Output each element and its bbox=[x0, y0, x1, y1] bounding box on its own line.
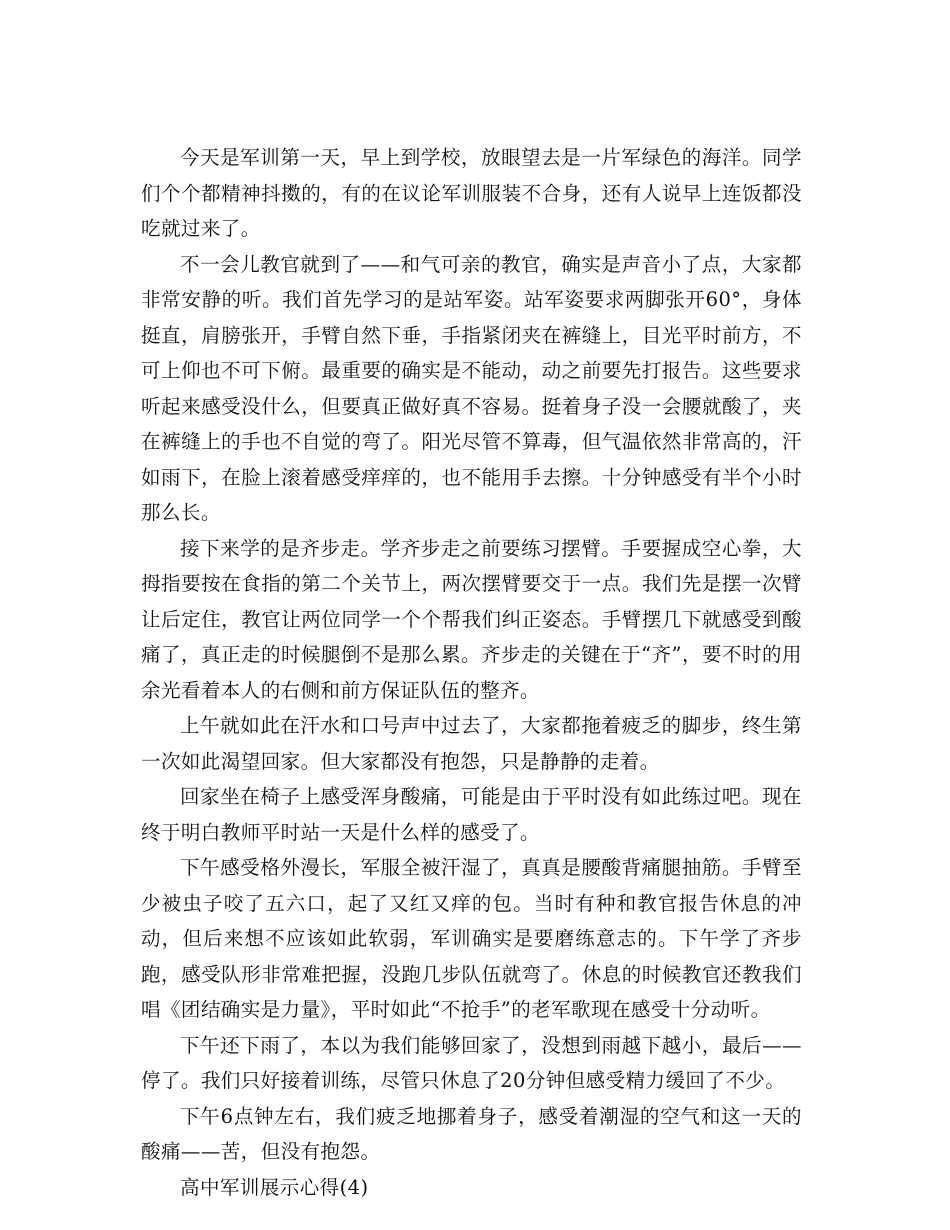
paragraph-4: 上午就如此在汗水和口号声中过去了，大家都拖着疲乏的脚步，终生第一次如此渴望回家。但大家都没有抱怨，只是静静的走着。 bbox=[141, 714, 802, 773]
section-heading: 高中军训展示心得(4) bbox=[180, 1175, 369, 1199]
paragraph-2: 不一会儿教官就到了——和气可亲的教官，确实是声音小了点，大家都非常安静的听。我们首先学习的是站军姿。站军姿要求两脚张开60°，身体挺直，肩膀张开，手臂自然下垂，手指紧闭夹在裤缝上，目光平时前方，不可上仰也不可下俯。最重要的确实是不能动，动之前要先打报告。这些要求听起来感受没什么，但要真正做好真不容易。挺着身子没一会腰就酸了，夹在裤缝上的手也不自觉的弯了。阳光尽管不算毒，但气温依然非常高的，汗如雨下，在脸上滚着感受痒痒的，也不能用手去擦。十分钟感受有半个小时那么长。 bbox=[141, 252, 802, 524]
paragraph-6: 下午感受格外漫长，军服全被汗湿了，真真是腰酸背痛腿抽筋。手臂至少被虫子咬了五六口，起了又红又痒的包。当时有种和教官报告休息的冲动，但后来想不应该如此软弱，军训确实是要磨练意志的。下午学了齐步跑，感受队形非常难把握，没跑几步队伍就弯了。休息的时候教官还教我们唱《团结确实是力量》，平时如此“不抢手”的老军歌现在感受十分动听。 bbox=[141, 856, 802, 1021]
paragraph-1: 今天是军训第一天，早上到学校，放眼望去是一片军绿色的海洋。同学们个个都精神抖擞的，有的在议论军训服装不合身，还有人说早上连饭都没吃就过来了。 bbox=[141, 146, 802, 240]
paragraph-5: 回家坐在椅子上感受浑身酸痛，可能是由于平时没有如此练过吧。现在终于明白教师平时站一天是什么样的感受了。 bbox=[141, 785, 802, 844]
paragraph-7: 下午还下雨了，本以为我们能够回家了，没想到雨越下越小，最后——停了。我们只好接着训练，尽管只休息了20分钟但感受精力缓回了不少。 bbox=[141, 1033, 802, 1092]
paragraph-8: 下午6点钟左右，我们疲乏地挪着身子，感受着潮湿的空气和这一天的酸痛——苦，但没有抱怨。 bbox=[141, 1104, 802, 1163]
paragraph-3: 接下来学的是齐步走。学齐步走之前要练习摆臂。手要握成空心拳，大拇指要按在食指的第二个关节上，两次摆臂要交于一点。我们先是摆一次臂让后定住，教官让两位同学一个个帮我们纠正姿态。手臂摆几下就感受到酸痛了，真正走的时候腿倒不是那么累。齐步走的关键在于“齐”，要不时的用余光看着本人的右侧和前方保证队伍的整齐。 bbox=[141, 536, 802, 702]
